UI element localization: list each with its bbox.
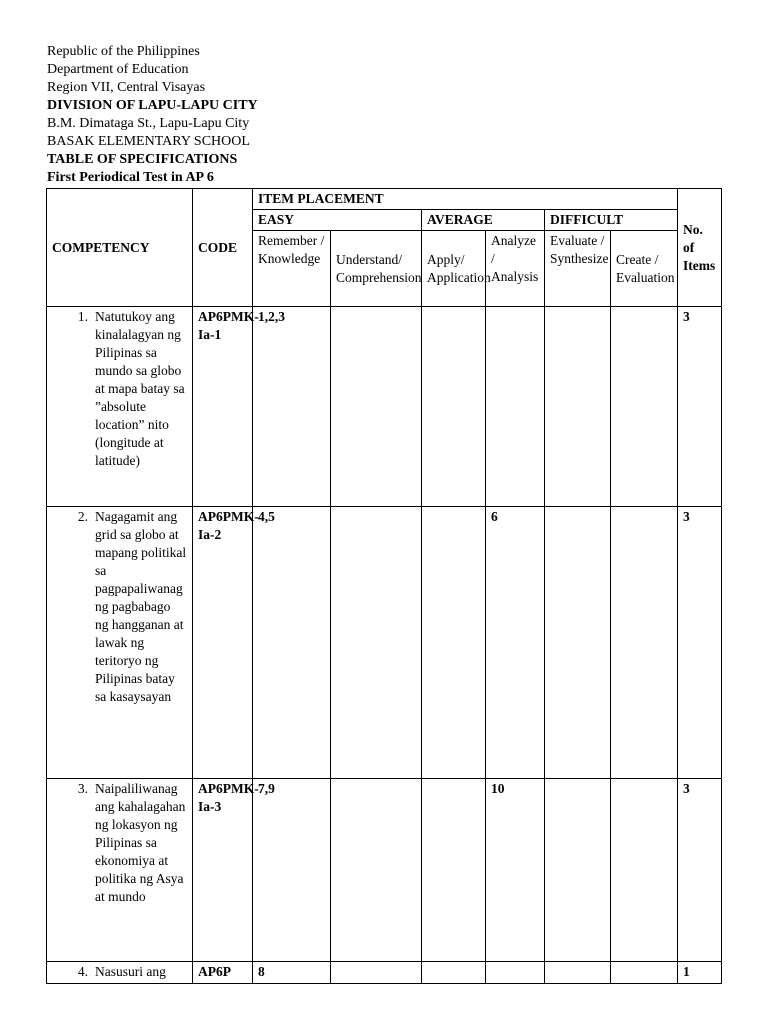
remember-cell: 1,2,3 xyxy=(253,307,331,507)
evaluate-cell xyxy=(545,507,611,779)
evaluate-cell xyxy=(545,962,611,984)
apply-cell xyxy=(422,779,486,962)
row-number: 2. xyxy=(77,509,88,524)
understand-header: Understand/ Comprehension xyxy=(331,231,422,307)
apply-header: Apply/ Application xyxy=(422,231,486,307)
understand-cell xyxy=(331,307,422,507)
row-number: 4. xyxy=(77,964,88,979)
create-cell xyxy=(611,307,678,507)
difficult-header: DIFFICULT xyxy=(545,210,678,231)
specifications-table xyxy=(46,188,722,984)
evaluate-header: Evaluate / Synthesize xyxy=(545,231,611,307)
apply-cell xyxy=(422,307,486,507)
letterhead xyxy=(47,43,258,187)
code-cell: AP6P xyxy=(193,962,253,984)
competency-text: Natutukoy ang kinalalagyan ng Pilipinas sa mundo sa globo at mapa batay sa ”absolute location” nito (longitude at latitude) xyxy=(95,309,185,468)
competency-cell xyxy=(47,962,193,984)
evaluate-cell xyxy=(545,779,611,962)
table-row xyxy=(47,507,722,779)
code-header: CODE xyxy=(193,189,253,307)
department-line: Department of Education xyxy=(47,62,189,77)
total-cell: 1 xyxy=(678,962,722,984)
table-row xyxy=(47,779,722,962)
understand-cell xyxy=(331,962,422,984)
code-cell: AP6PMK-Ia-1 xyxy=(193,307,253,507)
table-row xyxy=(47,307,722,507)
remember-cell: 7,9 xyxy=(253,779,331,962)
address-line: B.M. Dimataga St., Lapu-Lapu City xyxy=(47,116,250,131)
test-title: First Periodical Test in AP 6 xyxy=(47,170,214,185)
code-cell: AP6PMK-Ia-2 xyxy=(193,507,253,779)
understand-cell xyxy=(331,779,422,962)
competency-header: COMPETENCY xyxy=(47,189,193,307)
average-header: AVERAGE xyxy=(422,210,545,231)
row-number: 1. xyxy=(77,309,88,324)
competency-text: Naipaliliwanag ang kahalagahan ng lokasyon ng Pilipinas sa ekonomiya at politika ng Asya at mundo xyxy=(95,781,186,904)
analyze-cell xyxy=(486,962,545,984)
apply-cell xyxy=(422,962,486,984)
code-cell: AP6PMK-Ia-3 xyxy=(193,779,253,962)
competency-cell xyxy=(47,307,193,507)
analyze-cell xyxy=(486,307,545,507)
create-cell xyxy=(611,507,678,779)
apply-cell xyxy=(422,507,486,779)
region-line: Region VII, Central Visayas xyxy=(47,80,206,95)
document-title: TABLE OF SPECIFICATIONS xyxy=(47,152,238,167)
analyze-cell: 10 xyxy=(486,779,545,962)
remember-cell: 8 xyxy=(253,962,331,984)
create-cell xyxy=(611,779,678,962)
competency-text: Nagagamit ang grid sa globo at mapang politikal sa pagpapaliwanag ng pagbabago ng hangganan at lawak ng teritoryo ng Pilipinas batay sa kasaysayan xyxy=(95,509,187,704)
remember-header: Remember / Knowledge xyxy=(253,231,331,307)
total-cell: 3 xyxy=(678,507,722,779)
row-number: 3. xyxy=(77,781,88,796)
division-line: DIVISION OF LAPU-LAPU CITY xyxy=(47,98,258,113)
competency-cell xyxy=(47,779,193,962)
header-row-1 xyxy=(47,189,722,210)
analyze-cell: 6 xyxy=(486,507,545,779)
create-header: Create / Evaluation xyxy=(611,231,678,307)
understand-cell xyxy=(331,507,422,779)
republic-line: Republic of the Philippines xyxy=(47,44,200,59)
total-cell: 3 xyxy=(678,779,722,962)
competency-cell xyxy=(47,507,193,779)
school-line: BASAK ELEMENTARY SCHOOL xyxy=(47,134,250,149)
create-cell xyxy=(611,962,678,984)
total-cell: 3 xyxy=(678,307,722,507)
competency-text: Nasusuri ang xyxy=(95,964,166,979)
analyze-header: Analyze / Analysis xyxy=(486,231,545,307)
easy-header: EASY xyxy=(253,210,422,231)
evaluate-cell xyxy=(545,307,611,507)
no-of-items-header: No. of Items xyxy=(678,189,722,307)
table-row xyxy=(47,962,722,984)
item-placement-header: ITEM PLACEMENT xyxy=(253,189,678,210)
remember-cell: 4,5 xyxy=(253,507,331,779)
